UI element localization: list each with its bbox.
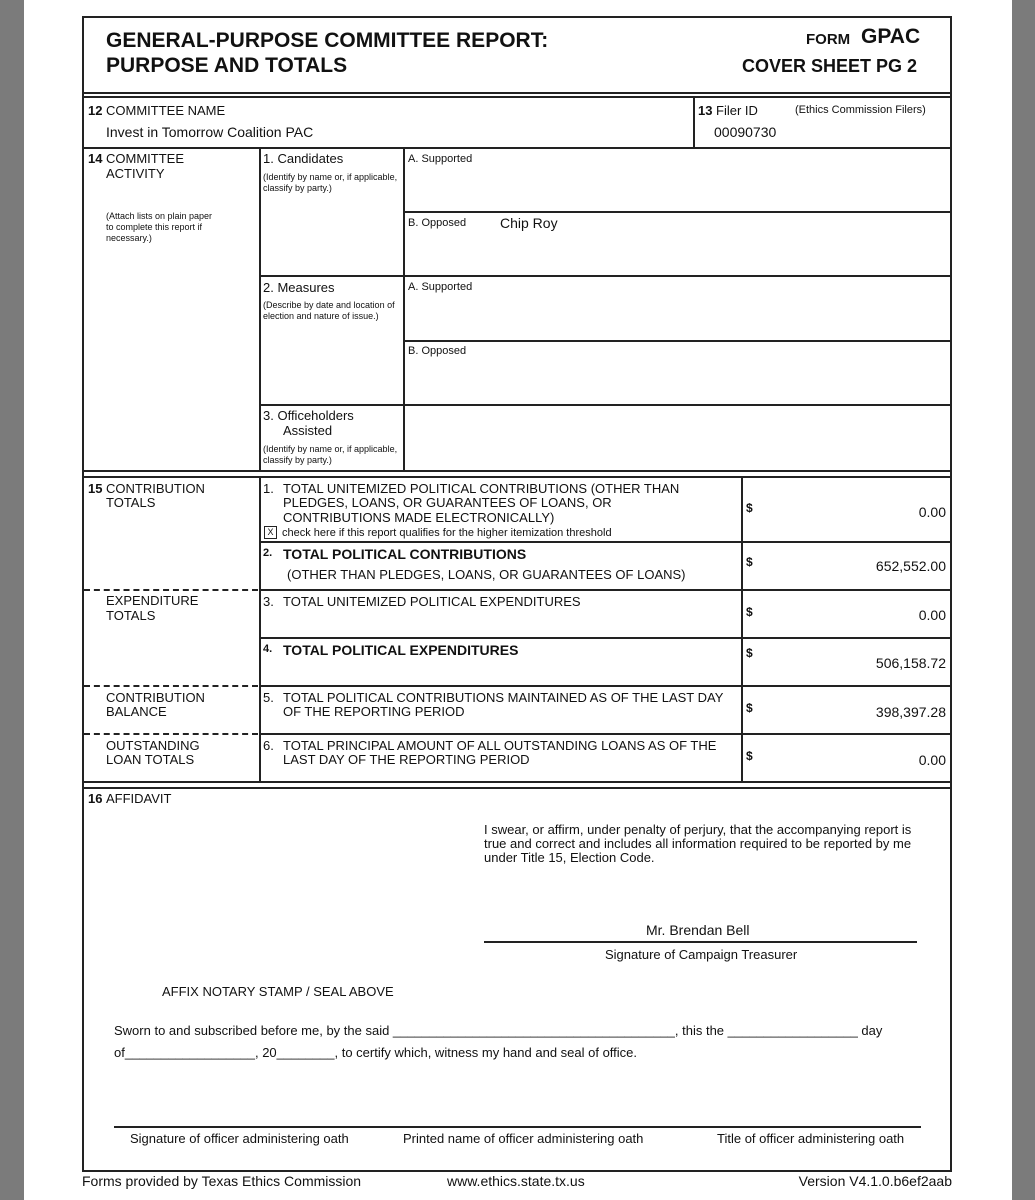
row2-currency: $ — [746, 555, 753, 569]
row1-text-3: CONTRIBUTIONS MADE ELECTRONICALLY) — [283, 510, 555, 525]
expenditure-totals-label-1: EXPENDITURE — [106, 593, 199, 608]
rule — [259, 589, 952, 591]
footer-version: Version V4.1.0.b6ef2aab — [798, 1173, 952, 1189]
outstanding-loan-label-1: OUTSTANDING — [106, 738, 200, 753]
filer-id-note: (Ethics Commission Filers) — [795, 104, 926, 116]
cover-sheet-label: COVER SHEET PG 2 — [742, 56, 918, 76]
dashed-separator — [84, 733, 258, 735]
rule — [259, 477, 261, 782]
candidates-opposed-value: Chip Roy — [500, 215, 558, 231]
committee-activity-label-1: COMMITTEE — [106, 151, 184, 166]
attach-lists-note: (Attach lists on plain paper to complete this report if necessary.) — [106, 211, 213, 243]
rule — [259, 685, 952, 687]
outstanding-loan-label-2: LOAN TOTALS — [106, 752, 195, 767]
section16-number: 16 — [88, 791, 103, 806]
rule — [259, 733, 952, 735]
rule — [404, 340, 952, 342]
filer-id-value: 00090730 — [714, 124, 777, 140]
oath-text-2: true and correct and includes all information required to be reported by me — [484, 836, 912, 851]
row3-text-1: TOTAL UNITEMIZED POLITICAL EXPENDITURES — [283, 594, 581, 609]
rule — [259, 148, 261, 471]
row1-amount: 0.00 — [918, 504, 946, 520]
rule — [404, 211, 952, 213]
measures-note: (Describe by date and location of election and nature of issue.) — [263, 300, 395, 321]
row6-number: 6. — [263, 738, 274, 753]
measures-supported-label: A. Supported — [408, 281, 473, 293]
committee-name-value: Invest in Tomorrow Coalition PAC — [106, 124, 314, 140]
form-label: FORM — [806, 31, 851, 48]
rule — [259, 637, 952, 639]
row1-text-1: TOTAL UNITEMIZED POLITICAL CONTRIBUTIONS (OTHER THAN — [283, 481, 680, 496]
contribution-balance-label-2: BALANCE — [106, 704, 167, 719]
rule — [82, 96, 952, 98]
section12-number: 12 — [88, 103, 103, 118]
form-title-line1: GENERAL-PURPOSE COMMITTEE REPORT: — [106, 29, 549, 52]
sworn-statement-1: Sworn to and subscribed before me, by the said _______________________________________, this the __________________ day — [114, 1023, 883, 1038]
section14-number: 14 — [88, 151, 103, 166]
row3-number: 3. — [263, 594, 274, 609]
rule — [259, 404, 952, 406]
rule — [403, 148, 405, 471]
candidates-label: 1. Candidates — [263, 151, 344, 166]
contribution-totals-label-1: CONTRIBUTION — [106, 481, 205, 496]
row4-text-1: TOTAL POLITICAL EXPENDITURES — [283, 642, 519, 658]
oath-text-1: I swear, or affirm, under penalty of perjury, that the accompanying report is — [484, 822, 912, 837]
measures-opposed-label: B. Opposed — [408, 345, 467, 357]
contribution-balance-label-1: CONTRIBUTION — [106, 690, 205, 705]
rule — [82, 92, 952, 94]
officeholders-label-2: Assisted — [283, 423, 333, 438]
candidates-opposed-label: B. Opposed — [408, 217, 467, 229]
row4-currency: $ — [746, 646, 753, 660]
measures-label: 2. Measures — [263, 280, 335, 295]
candidates-supported-label: A. Supported — [408, 153, 473, 165]
affidavit-label: AFFIDAVIT — [106, 791, 172, 806]
itemization-threshold-checkbox[interactable]: X — [264, 526, 277, 539]
rule — [693, 97, 695, 148]
form-code: GPAC — [861, 25, 921, 48]
committee-name-label: COMMITTEE NAME — [106, 103, 226, 118]
officer-title-caption: Title of officer administering oath — [717, 1131, 905, 1146]
oath-text-3: under Title 15, Election Code. — [484, 850, 655, 865]
dashed-separator — [84, 685, 258, 687]
row4-amount: 506,158.72 — [875, 655, 946, 671]
rule — [741, 477, 743, 782]
row1-text-2: PLEDGES, LOANS, OR GUARANTEES OF LOANS, OR — [283, 495, 612, 510]
rule — [259, 541, 952, 543]
row6-text-1: TOTAL PRINCIPAL AMOUNT OF ALL OUTSTANDING LOANS AS OF THE — [283, 738, 717, 753]
form-title-line2: PURPOSE AND TOTALS — [106, 54, 348, 77]
row2-text-2: (OTHER THAN PLEDGES, LOANS, OR GUARANTEES OF LOANS) — [287, 567, 686, 582]
officer-signature-line — [114, 1126, 921, 1128]
sworn-statement-2: of__________________, 20________, to certify which, witness my hand and seal of office. — [114, 1045, 638, 1060]
row5-text-2: OF THE REPORTING PERIOD — [283, 704, 465, 719]
row5-amount: 398,397.28 — [875, 704, 946, 720]
officeholders-label-1: 3. Officeholders — [263, 408, 354, 423]
row6-text-2: LAST DAY OF THE REPORTING PERIOD — [283, 752, 530, 767]
section15-number: 15 — [88, 481, 103, 496]
treasurer-name: Mr. Brendan Bell — [646, 922, 750, 938]
rule — [82, 787, 952, 789]
row5-text-1: TOTAL POLITICAL CONTRIBUTIONS MAINTAINED AS OF THE LAST DAY — [283, 690, 724, 705]
filer-id-label: Filer ID — [716, 103, 758, 118]
row5-number: 5. — [263, 690, 274, 705]
notary-seal-note: AFFIX NOTARY STAMP / SEAL ABOVE — [162, 984, 394, 999]
contribution-totals-label-2: TOTALS — [106, 495, 156, 510]
row6-currency: $ — [746, 749, 753, 763]
row1-number: 1. — [263, 481, 274, 496]
row6-amount: 0.00 — [918, 752, 946, 768]
expenditure-totals-label-2: TOTALS — [106, 608, 156, 623]
treasurer-signature-line — [484, 941, 917, 943]
rule — [82, 781, 952, 783]
section13-number: 13 — [698, 103, 713, 118]
officer-printed-name-caption: Printed name of officer administering oath — [403, 1131, 644, 1146]
footer-website[interactable]: www.ethics.state.tx.us — [447, 1173, 585, 1189]
row4-number: 4. — [263, 643, 273, 655]
row3-currency: $ — [746, 605, 753, 619]
officeholders-note: (Identify by name or, if applicable, classify by party.) — [263, 444, 398, 465]
dashed-separator — [84, 589, 258, 591]
row5-currency: $ — [746, 701, 753, 715]
rule — [82, 476, 952, 478]
row1-currency: $ — [746, 501, 753, 515]
rule — [259, 275, 952, 277]
row3-amount: 0.00 — [918, 607, 946, 623]
footer-provider: Forms provided by Texas Ethics Commission — [82, 1173, 362, 1189]
officer-signature-caption: Signature of officer administering oath — [130, 1131, 349, 1146]
committee-activity-label-2: ACTIVITY — [106, 166, 165, 181]
itemization-threshold-label: check here if this report qualifies for the higher itemization threshold — [282, 527, 612, 539]
row2-number: 2. — [263, 547, 273, 559]
candidates-note: (Identify by name or, if applicable, classify by party.) — [263, 172, 398, 193]
rule — [82, 470, 952, 472]
rule — [82, 147, 952, 149]
treasurer-signature-caption: Signature of Campaign Treasurer — [605, 947, 798, 962]
row2-text-1: TOTAL POLITICAL CONTRIBUTIONS — [283, 546, 527, 562]
row2-amount: 652,552.00 — [875, 558, 946, 574]
